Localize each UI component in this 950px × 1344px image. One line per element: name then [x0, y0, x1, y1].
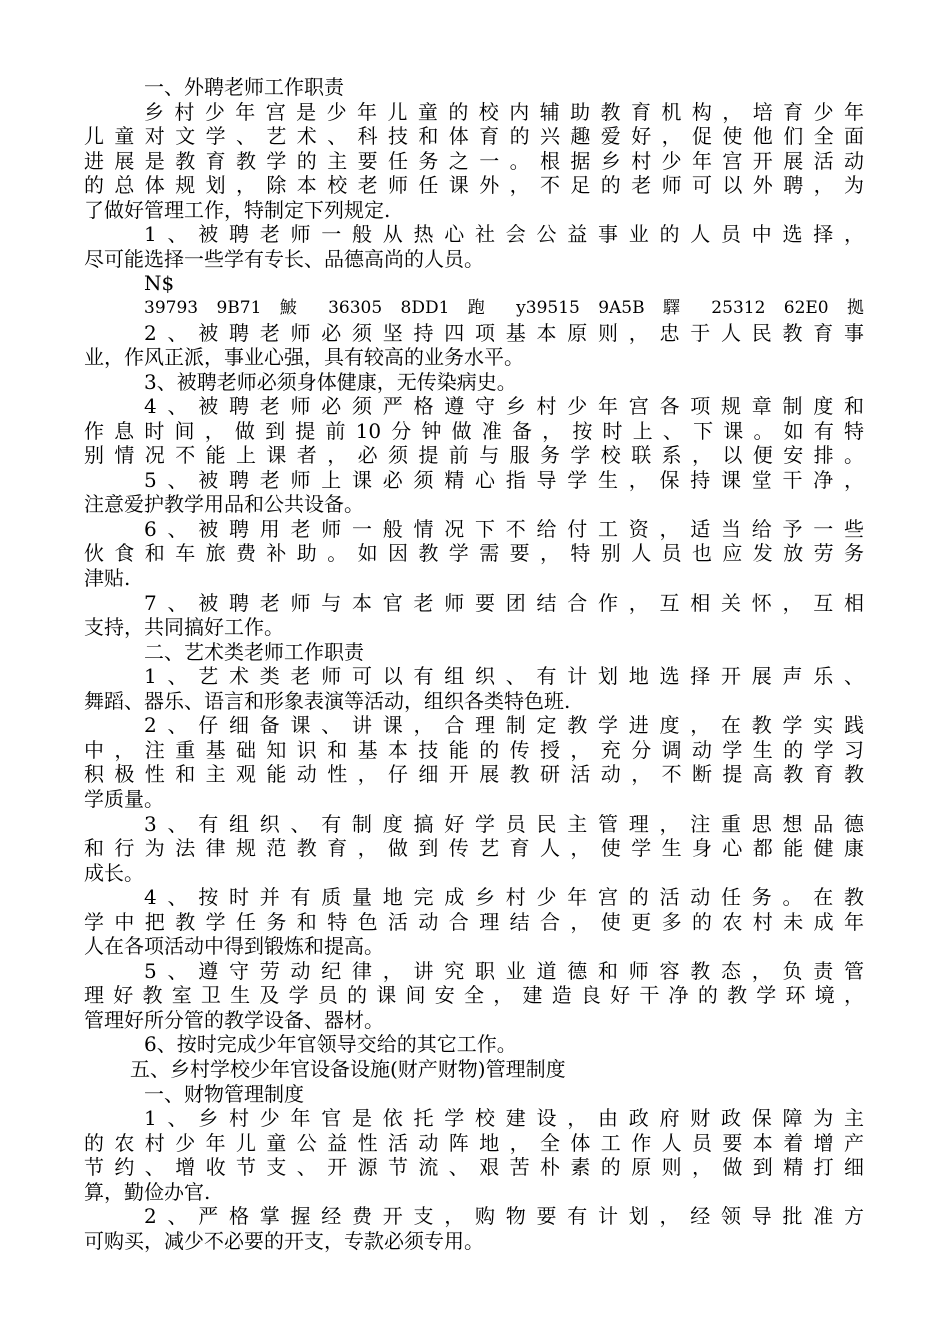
text-line: 和行为法律规范教育，做到传艺育人，使学生身心都能健康 [84, 836, 864, 860]
text-line: 中，注重基础知识和基本技能的传授，充分调动学生的学习 [84, 738, 864, 762]
text-line: 3、被聘老师必须身体健康，无传染病史。 [144, 370, 517, 394]
text-line: 积极性和主观能动性，仔细开展教研活动，不断提高教育教 [84, 762, 864, 786]
text-line: 39793 9B71 鮍 36305 8DD1 跑 y39515 9A5B 驛 25312 62E0 拠 [144, 298, 864, 318]
text-line: 成长。 [84, 861, 144, 885]
text-line: 支持，共同搞好工作。 [84, 615, 284, 639]
text-line: 伙食和车旅费补助。如因教学需要，特别人员也应发放劳务 [84, 541, 864, 565]
text-line: 1、艺术类老师可以有组织、有计划地选择开展声乐、 [144, 664, 864, 688]
text-line: 五、乡村学校少年官设备设施(财产财物)管理制度 [130, 1057, 566, 1081]
text-line: 4、按时并有质量地完成乡村少年宫的活动任务。在教 [144, 885, 864, 909]
text-line: 理好教室卫生及学员的课间安全，建造良好干净的教学环境， [84, 983, 864, 1007]
text-line: 可购买，减少不必要的开支，专款必须专用。 [84, 1229, 484, 1253]
text-line: 管理好所分管的教学设备、器材。 [84, 1008, 384, 1032]
text-line: 6、被聘用老师一般情况下不给付工资，适当给予一些 [144, 517, 864, 541]
text-line: 算，勤俭办官. [84, 1180, 211, 1204]
text-line: 一、外聘老师工作职责 [144, 75, 344, 99]
text-line: 舞蹈、器乐、语言和形象表演等活动，组织各类特色班. [84, 689, 571, 713]
text-line: 乡村少年宫是少年儿童的校内辅助教育机构，培育少年 [144, 100, 864, 124]
text-line: 3、有组织、有制度搞好学员民主管理，注重思想品德 [144, 812, 864, 836]
text-line: 别情况不能上课者，必须提前与服务学校联系，以便安排。 [84, 443, 864, 467]
text-line: 学中把教学任务和特色活动合理结合，使更多的农村未成年 [84, 910, 864, 934]
text-line: 1、被聘老师一般从热心社会公益事业的人员中选择， [144, 222, 864, 246]
text-line: 二、艺术类老师工作职责 [144, 640, 364, 664]
text-line: 1、乡村少年官是依托学校建设，由政府财政保障为主 [144, 1106, 864, 1130]
text-line: 5、遵守劳动纪律，讲究职业道德和师容教态，负责管 [144, 959, 864, 983]
text-line: 尽可能选择一些学有专长、品德高尚的人员。 [84, 247, 484, 271]
text-line: 2、被聘老师必须坚持四项基本原则，忠于人民教育事 [144, 321, 864, 345]
text-line: 作息时间，做到提前10分钟做准备，按时上、下课。如有特 [84, 419, 864, 443]
text-line: 进展是教育教学的主要任务之一。根据乡村少年宫开展活动 [84, 149, 864, 173]
text-line: 2、严格掌握经费开支，购物要有计划，经领导批准方 [144, 1204, 864, 1228]
text-line: 的农村少年儿童公益性活动阵地，全体工作人员要本着增产 [84, 1131, 864, 1155]
text-line: 节约、增收节支、开源节流、艰苦朴素的原则，做到精打细 [84, 1155, 864, 1179]
text-line: 儿童对文学、艺术、科技和体育的兴趣爱好，促使他们全面 [84, 124, 864, 148]
text-line: 人在各项活动中得到锻炼和提高。 [84, 934, 384, 958]
text-line: N$ [144, 271, 175, 295]
text-line: 7、被聘老师与本官老师要团结合作，互相关怀，互相 [144, 591, 864, 615]
text-line: 2、仔细备课、讲课，合理制定教学进度，在教学实践 [144, 713, 864, 737]
text-line: 6、按时完成少年官领导交给的其它工作。 [144, 1032, 517, 1056]
text-line: 4、被聘老师必须严格遵守乡村少年宫各项规章制度和 [144, 394, 864, 418]
text-line: 的总体规划，除本校老师任课外，不足的老师可以外聘，为 [84, 173, 864, 197]
text-line: 学质量。 [84, 787, 164, 811]
text-line: 业，作风正派，事业心强，具有较高的业务水平。 [84, 345, 524, 369]
text-line: 注意爱护教学用品和公共设备。 [84, 492, 364, 516]
text-line: 津贴. [84, 566, 131, 590]
text-line: 一、财物管理制度 [144, 1082, 304, 1106]
text-line: 了做好管理工作，特制定下列规定. [84, 198, 391, 222]
text-line: 5、被聘老师上课必须精心指导学生，保持课堂干净， [144, 468, 864, 492]
